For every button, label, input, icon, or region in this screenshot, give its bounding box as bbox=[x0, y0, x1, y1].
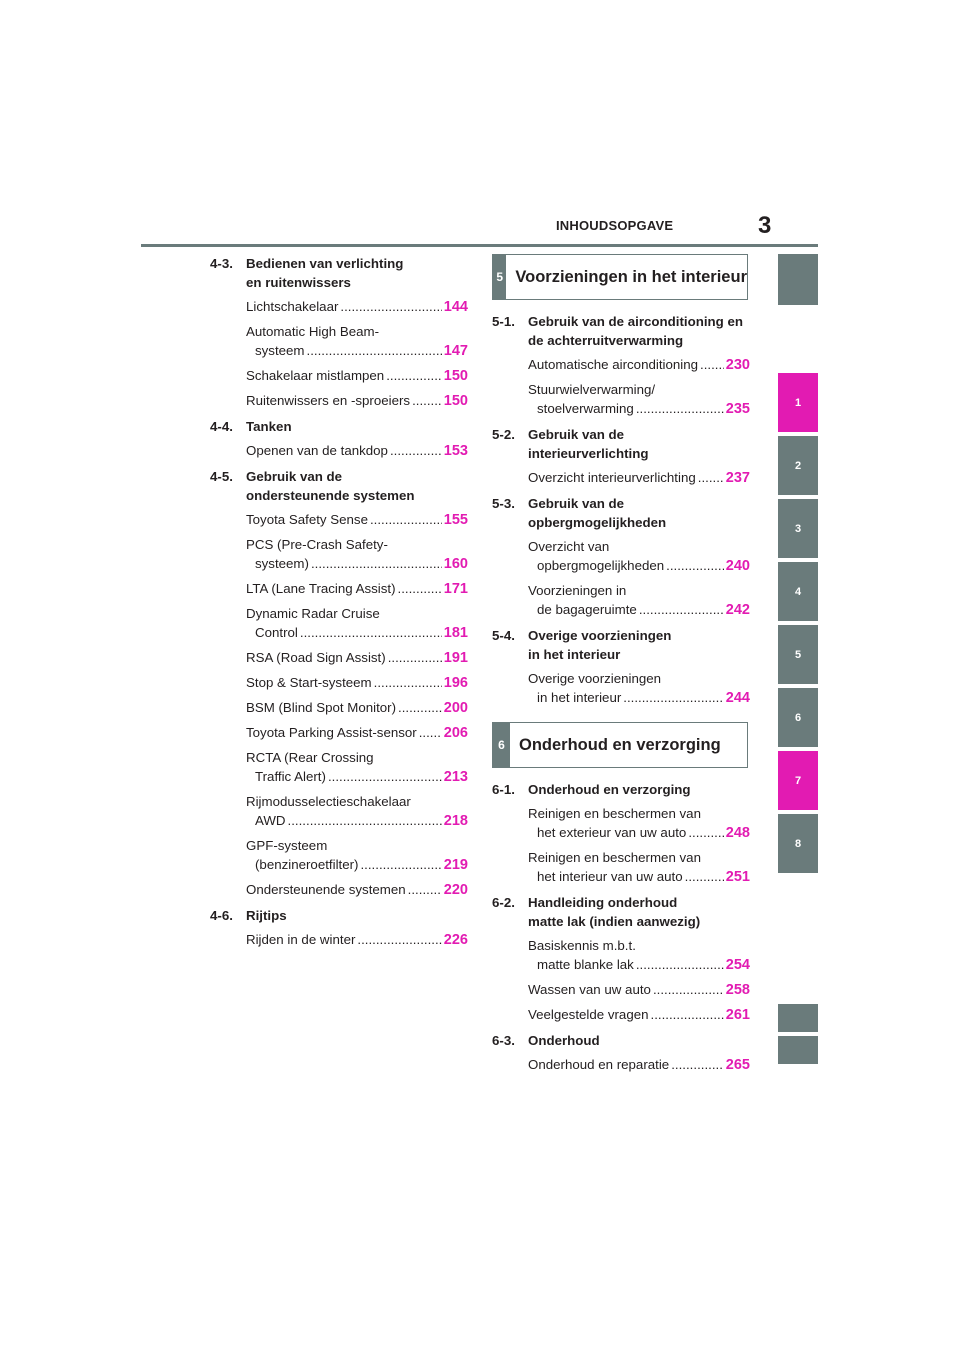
chapter-tab-5[interactable]: 5 bbox=[778, 625, 818, 684]
entry-title: Wassen van uw auto bbox=[528, 982, 651, 997]
page-link[interactable]: 258 bbox=[725, 982, 750, 998]
toc-entry[interactable] bbox=[210, 930, 468, 950]
chapter-tab-2[interactable]: 2 bbox=[778, 436, 818, 495]
toc-section bbox=[492, 425, 750, 463]
entry-title: Lichtschakelaar bbox=[246, 299, 339, 314]
entry-title: Ondersteunende systemen bbox=[246, 882, 406, 897]
entry-row bbox=[528, 823, 750, 843]
chapter-number: 5 bbox=[493, 255, 506, 299]
entry-row bbox=[528, 688, 750, 708]
toc-entry[interactable] bbox=[210, 673, 468, 693]
toc-entry[interactable] bbox=[210, 748, 468, 787]
entry-title: het interieur van uw auto bbox=[537, 869, 683, 884]
entry-row bbox=[528, 980, 750, 1000]
entry-title: Overzicht interieurverlichting bbox=[528, 470, 696, 485]
toc-entry[interactable] bbox=[210, 441, 468, 461]
entry-row bbox=[246, 579, 468, 599]
page-link[interactable]: 213 bbox=[443, 769, 468, 785]
chapter-title: Voorzieningen in het interieur bbox=[515, 267, 747, 286]
entry-row bbox=[246, 698, 468, 718]
page-link[interactable]: 230 bbox=[725, 357, 750, 373]
dot-leader bbox=[408, 880, 442, 899]
page-link[interactable]: 265 bbox=[725, 1057, 750, 1073]
dot-leader bbox=[623, 688, 724, 707]
section-title-line: Bedienen van verlichting bbox=[246, 256, 404, 271]
chapter-tab-3[interactable]: 3 bbox=[778, 499, 818, 558]
page-link[interactable]: 219 bbox=[443, 857, 468, 873]
section-title-line: matte lak (indien aanwezig) bbox=[528, 914, 701, 929]
section-number: 6-1. bbox=[492, 782, 515, 797]
header-title: INHOUDSOPGAVE bbox=[556, 218, 674, 233]
page-link[interactable]: 160 bbox=[443, 556, 468, 572]
entry-title: Toyota Safety Sense bbox=[246, 512, 368, 527]
page-link[interactable]: 244 bbox=[725, 690, 750, 706]
toc-section bbox=[492, 893, 750, 931]
side-tab-blank[interactable] bbox=[778, 1004, 818, 1032]
toc-entry[interactable] bbox=[210, 698, 468, 718]
page-link[interactable]: 181 bbox=[443, 625, 468, 641]
page-link[interactable]: 220 bbox=[443, 882, 468, 898]
entry-title: (benzineroetfilter) bbox=[255, 857, 359, 872]
section-title-line: ondersteunende systemen bbox=[246, 488, 415, 503]
entry-row bbox=[246, 554, 468, 574]
section-number: 4-5. bbox=[210, 469, 233, 484]
entry-title: Veelgestelde vragen bbox=[528, 1007, 649, 1022]
section-title-line: de achterruitverwarming bbox=[528, 333, 684, 348]
entry-title: Automatische airconditioning bbox=[528, 357, 699, 372]
toc-right-column bbox=[492, 254, 750, 1075]
dot-leader bbox=[636, 399, 724, 418]
page-link[interactable]: 251 bbox=[725, 869, 750, 885]
dot-leader bbox=[671, 1055, 724, 1074]
dot-leader bbox=[653, 980, 724, 999]
dot-leader bbox=[370, 510, 442, 529]
entry-row bbox=[528, 867, 750, 887]
page-link[interactable]: 226 bbox=[443, 932, 468, 948]
page-link[interactable]: 153 bbox=[443, 443, 468, 459]
dot-leader bbox=[685, 867, 724, 886]
section-title-line: Gebruik van de bbox=[528, 427, 625, 442]
entry-row bbox=[246, 623, 468, 643]
section-number: 4-3. bbox=[210, 256, 233, 271]
entry-title: Traffic Alert) bbox=[255, 769, 326, 784]
toc-entry[interactable] bbox=[210, 723, 468, 743]
toc-section bbox=[210, 254, 468, 292]
dot-leader bbox=[398, 698, 442, 717]
entry-title: opbergmogelijkheden bbox=[537, 558, 665, 573]
entry-title-line: Basiskennis m.b.t. bbox=[528, 938, 636, 953]
toc-entry[interactable] bbox=[210, 648, 468, 668]
chapter-tab-6[interactable]: 6 bbox=[778, 688, 818, 747]
entry-title: Control bbox=[255, 625, 298, 640]
section-title-line: Gebruik van de airconditioning en bbox=[528, 314, 743, 329]
entry-title: Onderhoud en reparatie bbox=[528, 1057, 670, 1072]
dot-leader bbox=[390, 441, 442, 460]
toc-entry[interactable] bbox=[492, 1005, 750, 1025]
dot-leader bbox=[300, 623, 442, 642]
dot-leader bbox=[360, 855, 441, 874]
dot-leader bbox=[419, 723, 442, 742]
entry-title-line: Voorzieningen in bbox=[528, 583, 627, 598]
entry-title-line: Automatic High Beam- bbox=[246, 324, 380, 339]
entry-row bbox=[246, 880, 468, 900]
entry-row bbox=[528, 600, 750, 620]
entry-row bbox=[528, 955, 750, 975]
side-tab-blank[interactable] bbox=[778, 1036, 818, 1064]
toc-entry[interactable] bbox=[210, 535, 468, 574]
entry-title: Toyota Parking Assist-sensor bbox=[246, 725, 417, 740]
entry-title: stoelverwarming bbox=[537, 401, 634, 416]
toc-entry[interactable] bbox=[492, 980, 750, 1000]
section-number: 4-6. bbox=[210, 908, 233, 923]
dot-leader bbox=[639, 600, 724, 619]
section-title-line: Onderhoud en verzorging bbox=[528, 782, 691, 797]
entry-row bbox=[246, 297, 468, 317]
chapter-number: 6 bbox=[493, 723, 510, 767]
page-link[interactable]: 150 bbox=[443, 393, 468, 409]
section-number: 4-4. bbox=[210, 419, 233, 434]
entry-title-line: Reinigen en beschermen van bbox=[528, 850, 701, 865]
dot-leader bbox=[374, 673, 442, 692]
section-number: 5-1. bbox=[492, 314, 515, 329]
toc-section bbox=[210, 417, 468, 436]
page-link[interactable]: 171 bbox=[443, 581, 468, 597]
entry-title: systeem) bbox=[255, 556, 309, 571]
page-link[interactable]: 150 bbox=[443, 368, 468, 384]
toc-entry[interactable] bbox=[210, 366, 468, 386]
toc-entry[interactable] bbox=[210, 604, 468, 643]
toc-entry[interactable] bbox=[210, 792, 468, 831]
entry-title-line: Overige voorzieningen bbox=[528, 671, 662, 686]
section-title-line: Tanken bbox=[246, 419, 292, 434]
dot-leader bbox=[307, 341, 442, 360]
entry-title: RSA (Road Sign Assist) bbox=[246, 650, 386, 665]
section-title-line: in het interieur bbox=[528, 647, 621, 662]
entry-title: systeem bbox=[255, 343, 305, 358]
dot-leader bbox=[636, 955, 724, 974]
toc-section bbox=[492, 780, 750, 799]
dot-leader bbox=[651, 1005, 724, 1024]
section-number: 5-3. bbox=[492, 496, 515, 511]
entry-row bbox=[246, 510, 468, 530]
dot-leader bbox=[388, 648, 442, 667]
dot-leader bbox=[398, 579, 442, 598]
page-link[interactable]: 191 bbox=[443, 650, 468, 666]
entry-title: Ruitenwissers en -sproeiers bbox=[246, 393, 411, 408]
entry-title-line: Stuurwielverwarming/ bbox=[528, 382, 656, 397]
toc-entry[interactable] bbox=[210, 391, 468, 411]
page-link[interactable]: 206 bbox=[443, 725, 468, 741]
toc-entry[interactable] bbox=[210, 836, 468, 875]
entry-row bbox=[528, 1055, 750, 1075]
entry-row bbox=[246, 673, 468, 693]
dot-leader bbox=[688, 823, 723, 842]
entry-row bbox=[528, 468, 750, 488]
section-title-line: opbergmogelijkheden bbox=[528, 515, 667, 530]
section-title-line: Onderhoud bbox=[528, 1033, 600, 1048]
chapter-tab-7[interactable]: 7 bbox=[778, 751, 818, 810]
entry-title: Stop & Start-systeem bbox=[246, 675, 372, 690]
entry-title: BSM (Blind Spot Monitor) bbox=[246, 700, 397, 715]
page-link[interactable]: 235 bbox=[725, 401, 750, 417]
toc-entry[interactable] bbox=[492, 468, 750, 488]
entry-title-line: GPF-systeem bbox=[246, 838, 328, 853]
dot-leader bbox=[412, 391, 442, 410]
section-title-line: interieurverlichting bbox=[528, 446, 649, 461]
entry-title-line: PCS (Pre-Crash Safety- bbox=[246, 537, 388, 552]
entry-row bbox=[528, 355, 750, 375]
entry-row bbox=[246, 391, 468, 411]
section-title-line: Handleiding onderhoud bbox=[528, 895, 678, 910]
dot-leader bbox=[311, 554, 442, 573]
toc-entry[interactable] bbox=[492, 355, 750, 375]
section-number: 5-2. bbox=[492, 427, 515, 442]
toc-entry[interactable] bbox=[492, 380, 750, 419]
section-number: 6-3. bbox=[492, 1033, 515, 1048]
entry-row bbox=[246, 930, 468, 950]
chapter-tab-1[interactable]: 1 bbox=[778, 373, 818, 432]
dot-leader bbox=[288, 811, 442, 830]
entry-row bbox=[246, 441, 468, 461]
page-link[interactable]: 254 bbox=[725, 957, 750, 973]
page-link[interactable]: 248 bbox=[725, 825, 750, 841]
entry-row bbox=[246, 341, 468, 361]
entry-title-line: Rijmodusselectieschakelaar bbox=[246, 794, 411, 809]
page-link[interactable]: 196 bbox=[443, 675, 468, 691]
dot-leader bbox=[340, 297, 441, 316]
toc-section bbox=[492, 312, 750, 350]
section-title-line: en ruitenwissers bbox=[246, 275, 351, 290]
toc-entry[interactable] bbox=[492, 537, 750, 576]
toc-entry[interactable] bbox=[210, 510, 468, 530]
section-title-line: Gebruik van de bbox=[246, 469, 343, 484]
toc-entry[interactable] bbox=[492, 669, 750, 708]
dot-leader bbox=[698, 468, 724, 487]
toc-section bbox=[210, 467, 468, 505]
toc-entry[interactable] bbox=[210, 579, 468, 599]
toc-entry[interactable] bbox=[492, 581, 750, 620]
chapter-tab-8[interactable]: 8 bbox=[778, 814, 818, 873]
entry-title-line: Overzicht van bbox=[528, 539, 610, 554]
entry-title-line: RCTA (Rear Crossing bbox=[246, 750, 374, 765]
side-tab-blank[interactable] bbox=[778, 254, 818, 305]
entry-title: Schakelaar mistlampen bbox=[246, 368, 385, 383]
entry-title: de bagageruimte bbox=[537, 602, 637, 617]
toc-section bbox=[210, 906, 468, 925]
entry-title: matte blanke lak bbox=[537, 957, 634, 972]
toc-section bbox=[492, 494, 750, 532]
entry-title: AWD bbox=[255, 813, 286, 828]
section-title-line: Overige voorzieningen bbox=[528, 628, 672, 643]
section-number: 5-4. bbox=[492, 628, 515, 643]
dot-leader bbox=[700, 355, 724, 374]
header-rule bbox=[141, 244, 818, 247]
toc-entry[interactable] bbox=[492, 1055, 750, 1075]
entry-title: Rijden in de winter bbox=[246, 932, 356, 947]
toc-entry[interactable] bbox=[492, 936, 750, 975]
entry-row bbox=[528, 1005, 750, 1025]
dot-leader bbox=[666, 556, 724, 575]
toc-entry[interactable] bbox=[210, 297, 468, 317]
chapter-heading bbox=[492, 722, 748, 768]
entry-title: LTA (Lane Tracing Assist) bbox=[246, 581, 396, 596]
chapter-tab-4[interactable]: 4 bbox=[778, 562, 818, 621]
entry-row bbox=[246, 811, 468, 831]
section-number: 6-2. bbox=[492, 895, 515, 910]
entry-row bbox=[246, 855, 468, 875]
entry-title: het exterieur van uw auto bbox=[537, 825, 687, 840]
page-link[interactable]: 155 bbox=[443, 512, 468, 528]
page-link[interactable]: 200 bbox=[443, 700, 468, 716]
entry-title-line: Dynamic Radar Cruise bbox=[246, 606, 380, 621]
page-link[interactable]: 144 bbox=[443, 299, 468, 315]
page-link[interactable]: 218 bbox=[443, 813, 468, 829]
chapter-title: Onderhoud en verzorging bbox=[519, 735, 721, 754]
toc-entry[interactable] bbox=[492, 848, 750, 887]
entry-title: in het interieur bbox=[537, 690, 622, 705]
entry-title-line: Reinigen en beschermen van bbox=[528, 806, 701, 821]
toc-entry[interactable] bbox=[210, 880, 468, 900]
dot-leader bbox=[357, 930, 441, 949]
dot-leader bbox=[386, 366, 442, 385]
toc-section bbox=[492, 1031, 750, 1050]
entry-row bbox=[246, 366, 468, 386]
toc-entry[interactable] bbox=[210, 322, 468, 361]
page-link[interactable]: 242 bbox=[725, 602, 750, 618]
dot-leader bbox=[328, 767, 442, 786]
section-title-line: Rijtips bbox=[246, 908, 287, 923]
page-link[interactable]: 261 bbox=[725, 1007, 750, 1023]
entry-row bbox=[528, 399, 750, 419]
entry-row bbox=[246, 648, 468, 668]
toc-section bbox=[492, 626, 750, 664]
toc-entry[interactable] bbox=[492, 804, 750, 843]
entry-row bbox=[528, 556, 750, 576]
chapter-heading bbox=[492, 254, 748, 300]
section-title-line: Gebruik van de bbox=[528, 496, 625, 511]
toc-left-column bbox=[210, 254, 468, 950]
page-number: 3 bbox=[758, 212, 772, 239]
page-link[interactable]: 147 bbox=[443, 343, 468, 359]
entry-row bbox=[246, 767, 468, 787]
entry-row bbox=[246, 723, 468, 743]
page-link[interactable]: 237 bbox=[725, 470, 750, 486]
entry-title: Openen van de tankdop bbox=[246, 443, 388, 458]
page-link[interactable]: 240 bbox=[725, 558, 750, 574]
